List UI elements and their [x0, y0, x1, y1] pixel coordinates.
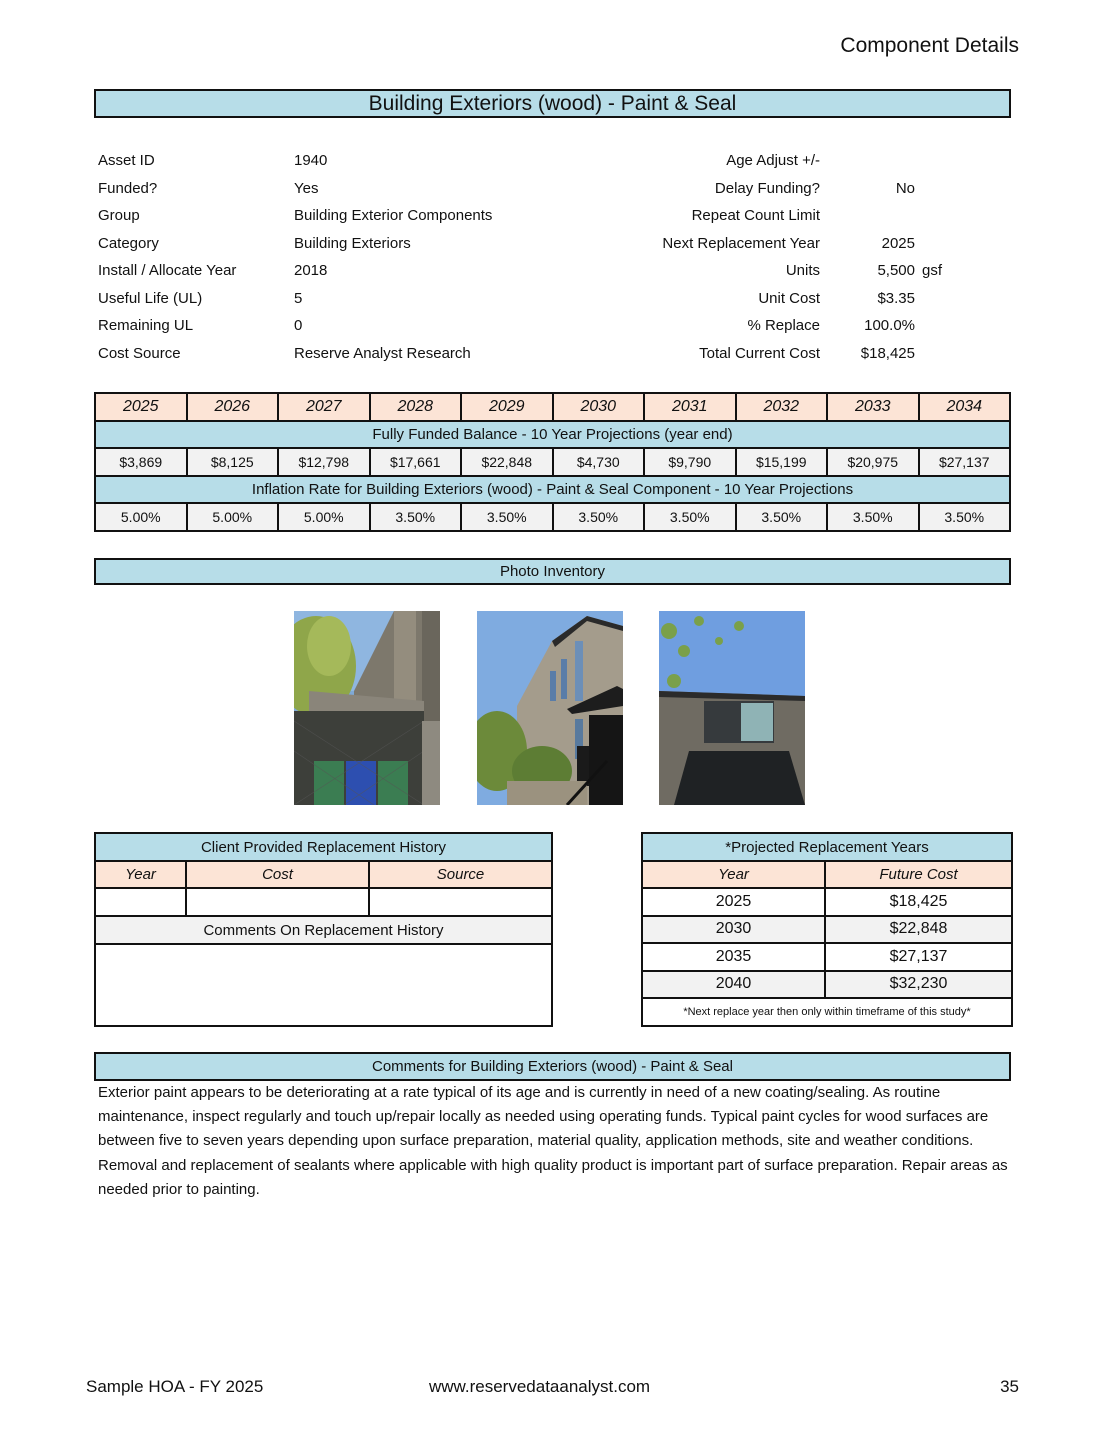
balance-cell: $15,199: [736, 448, 828, 476]
inflation-cell: 3.50%: [553, 503, 645, 531]
info-value: 100.0%: [864, 317, 915, 334]
info-value: Reserve Analyst Research: [294, 344, 471, 362]
info-row-funded: [98, 175, 554, 203]
inflation-cell: 3.50%: [827, 503, 919, 531]
replacement-year: 2040: [642, 971, 825, 999]
info-label: Group: [98, 207, 140, 224]
replacement-row: [642, 971, 1012, 999]
replacement-history-table: [94, 832, 553, 1027]
projections-table: [94, 392, 1011, 532]
replacement-title: *Projected Replacement Years: [642, 833, 1012, 861]
info-row-total-cost: [600, 340, 955, 368]
replacement-row: [642, 888, 1012, 916]
history-title-row: [95, 833, 552, 861]
projection-years-row: [95, 393, 1010, 421]
inflation-cell: 5.00%: [278, 503, 370, 531]
year-cell: 2028: [370, 393, 462, 421]
info-value: 1940: [294, 152, 328, 169]
column-header-source: Source: [369, 861, 552, 888]
info-label: Asset ID: [98, 152, 155, 169]
info-label: Repeat Count Limit: [691, 207, 820, 224]
component-title: Building Exteriors (wood) - Paint & Seal: [94, 89, 1011, 118]
replacement-row: [642, 943, 1012, 971]
info-unit: [915, 230, 955, 258]
inflation-cell: 3.50%: [919, 503, 1011, 531]
info-label: Units: [785, 262, 820, 279]
info-unit: [915, 147, 955, 175]
info-label: % Replace: [747, 317, 820, 334]
info-row-install-year: [98, 257, 554, 285]
info-row-group: [98, 202, 554, 230]
info-label: Install / Allocate Year: [98, 262, 237, 279]
page-number: 35: [1000, 1377, 1019, 1396]
info-value: Building Exterior Components: [294, 207, 493, 224]
info-value: [820, 202, 915, 230]
replacement-note: *Next replace year then only within timeframe of this study*: [642, 998, 1012, 1026]
inflation-cell: 3.50%: [370, 503, 462, 531]
balance-cell: $22,848: [461, 448, 553, 476]
info-row-asset-id: [98, 147, 554, 175]
replacement-year: 2030: [642, 916, 825, 944]
balance-cell: $4,730: [553, 448, 645, 476]
history-source-cell: [369, 888, 552, 916]
info-value: 2025: [881, 234, 915, 252]
footer-association: Sample HOA - FY 2025: [86, 1377, 264, 1396]
info-value: Building Exteriors: [294, 234, 411, 252]
info-label: Next Replacement Year: [662, 234, 820, 252]
replacement-title-row: [642, 833, 1012, 861]
photo-inventory-title: Photo Inventory: [94, 558, 1011, 585]
info-unit: [915, 312, 955, 340]
year-cell: 2032: [736, 393, 828, 421]
projected-replacement-table: [641, 832, 1013, 1027]
info-label: Age Adjust +/-: [726, 152, 820, 169]
column-header-cost: Cost: [186, 861, 369, 888]
info-unit: [915, 175, 955, 203]
info-value: [820, 147, 915, 175]
replacement-row: [642, 916, 1012, 944]
info-row-repeat-count: [600, 202, 955, 230]
inflation-cell: 3.50%: [461, 503, 553, 531]
balance-cell: $27,137: [919, 448, 1011, 476]
year-cell: 2029: [461, 393, 553, 421]
replacement-note-row: [642, 998, 1012, 1026]
comments-title: Comments for Building Exteriors (wood) - Paint & Seal: [94, 1052, 1011, 1081]
inflation-header-row: [95, 476, 1010, 503]
balance-cell: $8,125: [187, 448, 279, 476]
year-cell: 2034: [919, 393, 1011, 421]
info-value: Yes: [294, 179, 319, 197]
year-cell: 2025: [95, 393, 187, 421]
column-header-year: Year: [642, 861, 825, 888]
info-value: No: [895, 179, 915, 197]
replacement-cost: $27,137: [825, 943, 1012, 971]
replacement-year: 2025: [642, 888, 825, 916]
inflation-values-row: [95, 503, 1010, 531]
info-label: Remaining UL: [98, 317, 194, 334]
info-row-cost-source: [98, 340, 554, 368]
info-label: Useful Life (UL): [98, 289, 203, 307]
info-value: $18,425: [860, 344, 915, 362]
balance-cell: $9,790: [644, 448, 736, 476]
photo-image: [294, 611, 440, 805]
history-row: [95, 888, 552, 916]
photo-trash-enclosure[interactable]: [294, 611, 440, 805]
inflation-cell: 5.00%: [95, 503, 187, 531]
info-right-panel: [600, 147, 955, 367]
info-row-delay-funding: [600, 175, 955, 203]
page-heading: Component Details: [840, 34, 1019, 57]
info-row-remaining-ul: [98, 312, 554, 340]
replacement-header-row: [642, 861, 1012, 888]
info-unit: gsf: [922, 262, 943, 279]
history-year-cell: [95, 888, 186, 916]
inflation-cell: 3.50%: [736, 503, 828, 531]
info-label: Category: [98, 234, 159, 252]
history-title: Client Provided Replacement History: [95, 833, 552, 861]
year-cell: 2031: [644, 393, 736, 421]
info-row-next-replacement: [600, 230, 955, 258]
info-label: Total Current Cost: [699, 344, 820, 362]
fully-funded-values-row: [95, 448, 1010, 476]
info-unit: [915, 202, 955, 230]
comments-body: Exterior paint appears to be deteriorating at a rate typical of its age and is currently in need of a new coating/sealing. As routine maintenance, inspect regularly and touch up/repair locally as needed using operating funds. Typical paint cycles for wood surfaces are between five to seven years depending upon surface preparation, material quality, application methods, site and weather conditions. Removal and replacement of sealants where applicable with high quality product is important part of surface preparation. Repair areas as needed prior to painting.: [98, 1084, 1008, 1198]
info-value: $3.35: [877, 289, 915, 307]
history-header-row: [95, 861, 552, 888]
history-comments-title-row: [95, 916, 552, 944]
inflation-cell: 5.00%: [187, 503, 279, 531]
info-row-category: [98, 230, 554, 258]
balance-cell: $12,798: [278, 448, 370, 476]
history-comments-title: Comments On Replacement History: [95, 916, 552, 944]
fully-funded-header-row: [95, 421, 1010, 448]
info-label: Unit Cost: [758, 289, 820, 307]
photo-building-entrance[interactable]: [477, 611, 623, 805]
info-value: 5,500: [877, 262, 915, 279]
photo-image: [659, 611, 805, 805]
history-comments-body: [95, 944, 552, 1026]
info-value: 0: [294, 317, 303, 334]
info-value: 5: [294, 289, 303, 307]
fully-funded-title: Fully Funded Balance - 10 Year Projections (year end): [95, 421, 1010, 448]
info-unit: [915, 340, 955, 368]
photo-siding-window[interactable]: [659, 611, 805, 805]
history-cost-cell: [186, 888, 369, 916]
year-cell: 2030: [553, 393, 645, 421]
column-header-year: Year: [95, 861, 186, 888]
info-label: Delay Funding?: [714, 179, 820, 197]
inflation-cell: 3.50%: [644, 503, 736, 531]
footer-website-link[interactable]: www.reservedataanalyst.com: [429, 1377, 651, 1396]
year-cell: 2027: [278, 393, 370, 421]
info-row-unit-cost: [600, 285, 955, 313]
info-row-useful-life: [98, 285, 554, 313]
balance-cell: $17,661: [370, 448, 462, 476]
info-row-percent-replace: [600, 312, 955, 340]
info-left-panel: [98, 147, 554, 367]
replacement-cost: $22,848: [825, 916, 1012, 944]
info-unit: [915, 285, 955, 313]
replacement-cost: $18,425: [825, 888, 1012, 916]
year-cell: 2033: [827, 393, 919, 421]
inflation-title: Inflation Rate for Building Exteriors (wood) - Paint & Seal Component - 10 Year Projections: [95, 476, 1010, 503]
info-row-units: [600, 257, 955, 285]
info-label: Cost Source: [98, 344, 181, 362]
year-cell: 2026: [187, 393, 279, 421]
info-row-age-adjust: [600, 147, 955, 175]
replacement-year: 2035: [642, 943, 825, 971]
replacement-cost: $32,230: [825, 971, 1012, 999]
column-header-future-cost: Future Cost: [825, 861, 1012, 888]
photo-image: [477, 611, 623, 805]
info-value: 2018: [294, 262, 328, 279]
info-label: Funded?: [98, 179, 158, 197]
balance-cell: $3,869: [95, 448, 187, 476]
history-comments-row: [95, 944, 552, 1026]
balance-cell: $20,975: [827, 448, 919, 476]
